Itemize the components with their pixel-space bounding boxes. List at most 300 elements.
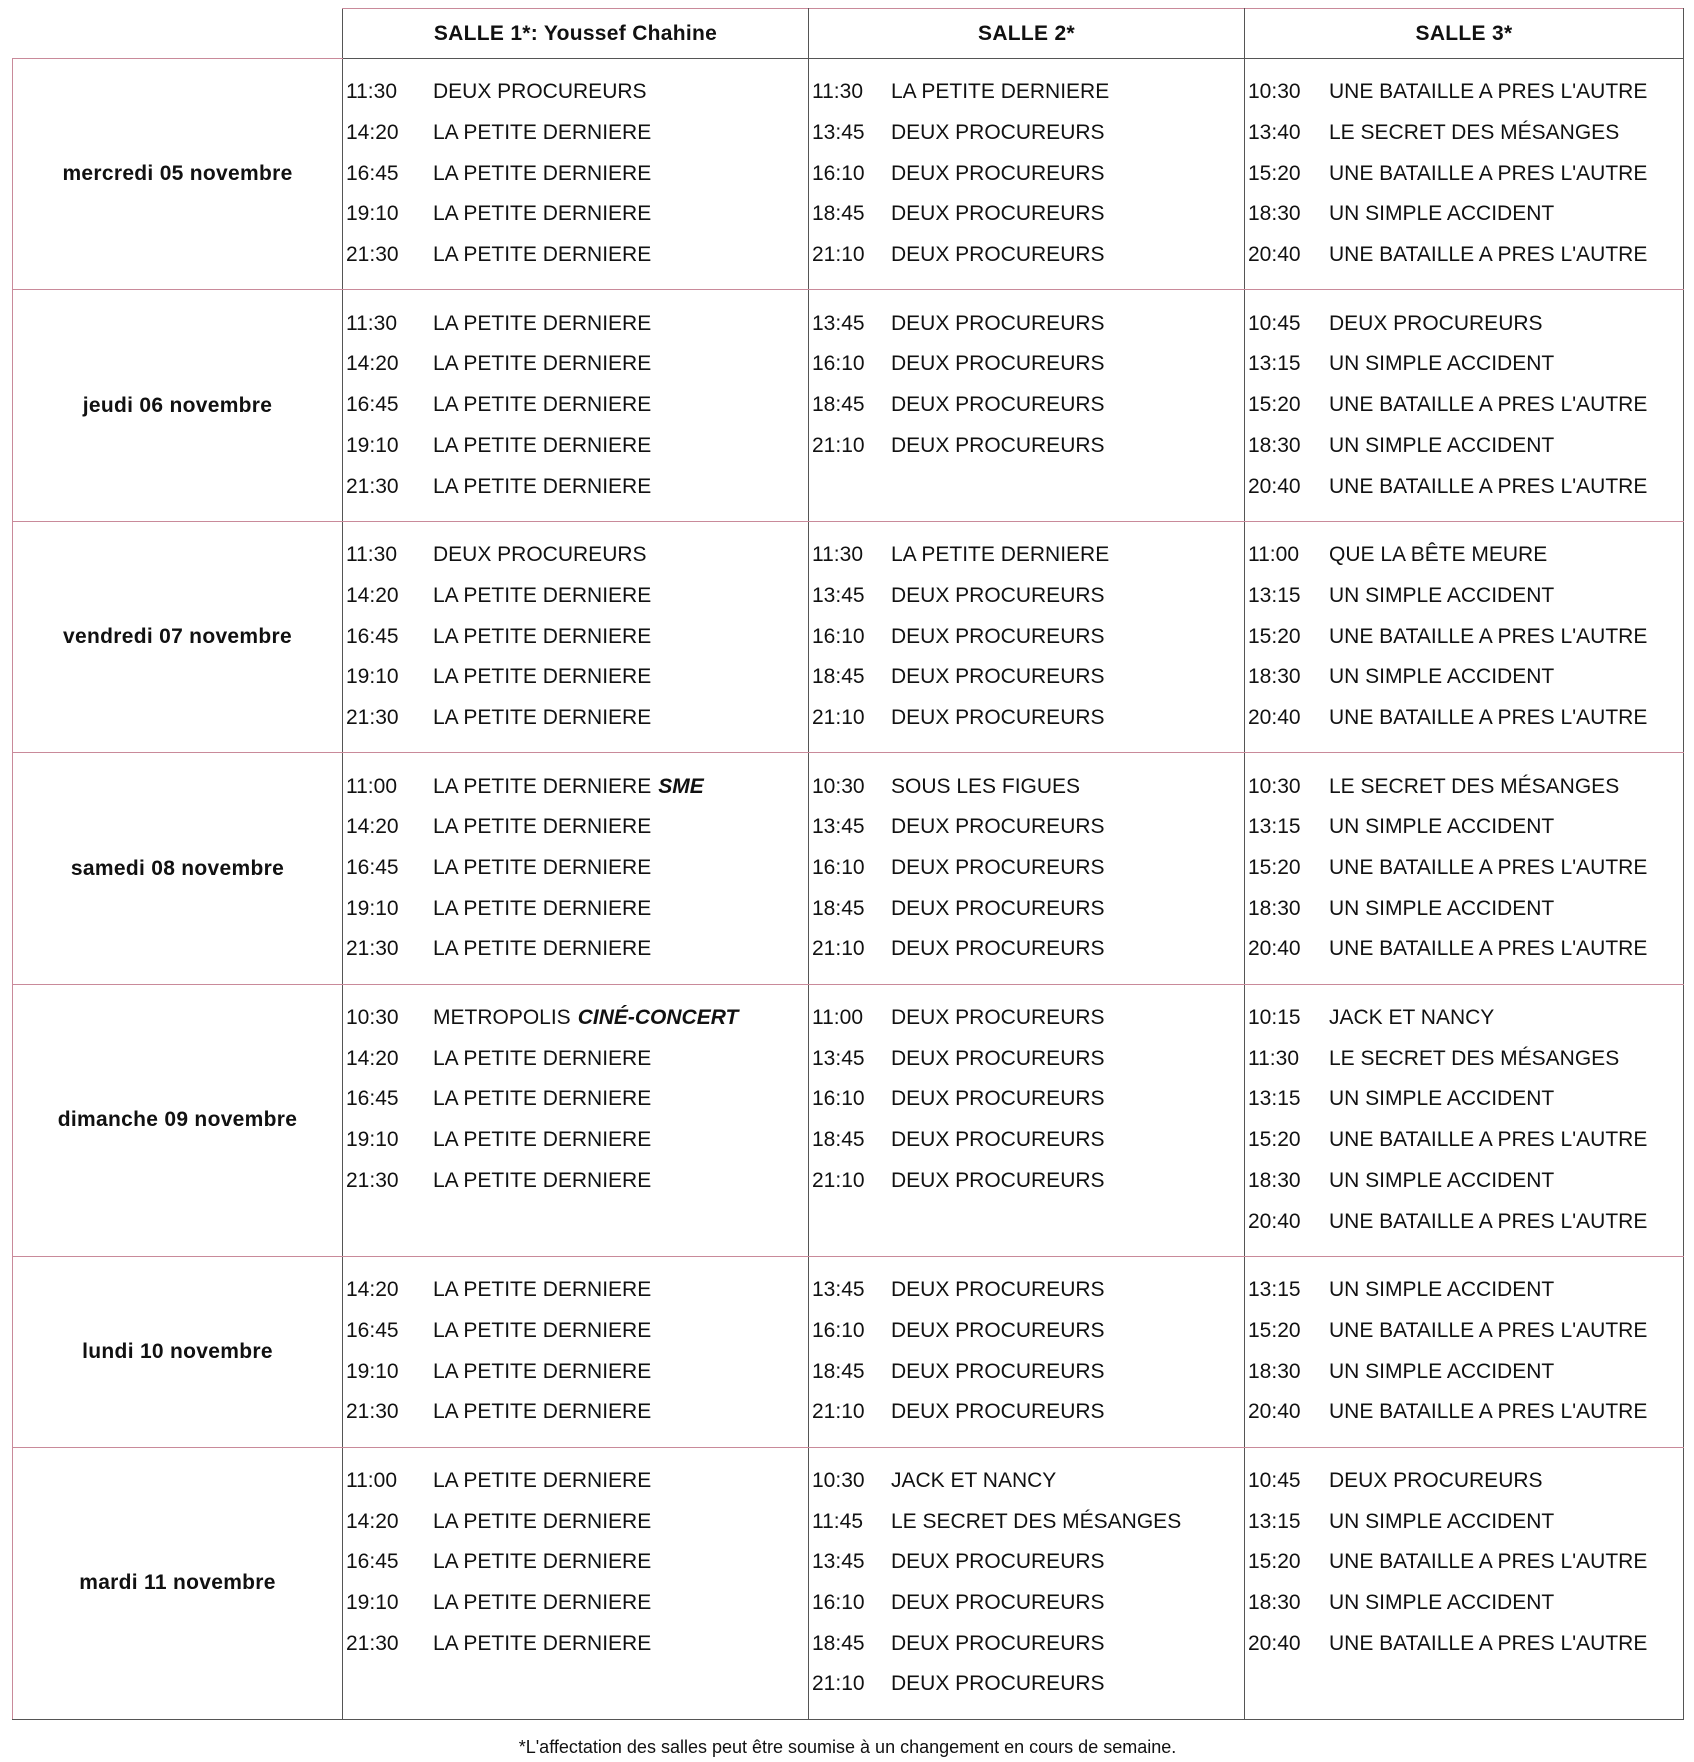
film-title: LA PETITE DERNIERE bbox=[433, 1318, 652, 1342]
film-title: DEUX PROCUREURS bbox=[891, 1006, 1105, 1030]
film-title: DEUX PROCUREURS bbox=[891, 352, 1105, 376]
showtime-time: 20:40 bbox=[1248, 1400, 1301, 1424]
showtime-time: 10:30 bbox=[1248, 774, 1301, 798]
showtime-time: 10:30 bbox=[346, 1006, 399, 1030]
showtime-time: 16:10 bbox=[812, 161, 865, 185]
showtime-entry bbox=[1245, 303, 1683, 344]
showtime-time: 20:40 bbox=[1248, 474, 1301, 498]
film-title: DEUX PROCUREURS bbox=[891, 1278, 1105, 1302]
salle-3-cell bbox=[1245, 984, 1684, 1256]
film-title: LE SECRET DES MÉSANGES bbox=[891, 1509, 1182, 1533]
film-title: DEUX PROCUREURS bbox=[891, 1168, 1105, 1192]
showtime-entry bbox=[343, 1351, 808, 1392]
schedule-body bbox=[13, 59, 1684, 1720]
showtime-time: 13:15 bbox=[1248, 583, 1301, 607]
day-label: vendredi 07 novembre bbox=[13, 521, 343, 752]
showtime-entry bbox=[343, 235, 808, 276]
showtime-entry bbox=[809, 1270, 1244, 1311]
showtime-entry bbox=[343, 616, 808, 657]
header-salle-2: SALLE 2* bbox=[809, 9, 1245, 59]
film-title: LA PETITE DERNIERE bbox=[433, 474, 652, 498]
showtime-time: 16:45 bbox=[346, 161, 399, 185]
film-title: DEUX PROCUREURS bbox=[891, 583, 1105, 607]
film-title: UN SIMPLE ACCIDENT bbox=[1329, 352, 1555, 376]
film-title: LA PETITE DERNIERE bbox=[433, 1087, 652, 1111]
showtime-entry bbox=[1245, 385, 1683, 426]
showtime-time: 18:45 bbox=[812, 665, 865, 689]
showtime-entry bbox=[343, 766, 808, 807]
film-title: LA PETITE DERNIERE bbox=[433, 1359, 652, 1383]
film-title: UN SIMPLE ACCIDENT bbox=[1329, 202, 1555, 226]
day-row bbox=[13, 753, 1684, 984]
event-tag: SME bbox=[658, 774, 704, 798]
showtime-entry bbox=[809, 1038, 1244, 1079]
showtime-time: 19:10 bbox=[346, 665, 399, 689]
showtime-entry bbox=[1245, 153, 1683, 194]
film-title: DEUX PROCUREURS bbox=[891, 1128, 1105, 1152]
showtime-entry bbox=[809, 344, 1244, 385]
showtime-time: 14:20 bbox=[346, 815, 399, 839]
showtime-time: 19:10 bbox=[346, 1359, 399, 1383]
showtime-entry bbox=[1245, 113, 1683, 154]
showtime-entry bbox=[809, 766, 1244, 807]
day-row bbox=[13, 290, 1684, 521]
showtime-time: 18:45 bbox=[812, 1128, 865, 1152]
showtime-time: 20:40 bbox=[1248, 243, 1301, 267]
showtime-time: 21:30 bbox=[346, 1631, 399, 1655]
showtime-time: 15:20 bbox=[1248, 393, 1301, 417]
film-title: DEUX PROCUREURS bbox=[891, 856, 1105, 880]
salle-3-cell bbox=[1245, 59, 1684, 290]
showtime-time: 16:45 bbox=[346, 393, 399, 417]
film-title: UN SIMPLE ACCIDENT bbox=[1329, 665, 1555, 689]
film-title: LA PETITE DERNIERE bbox=[433, 815, 652, 839]
showtime-time: 10:30 bbox=[1248, 80, 1301, 104]
showtime-entry bbox=[809, 194, 1244, 235]
film-title: DEUX PROCUREURS bbox=[891, 1087, 1105, 1111]
showtime-entry bbox=[343, 1270, 808, 1311]
film-title: DEUX PROCUREURS bbox=[891, 624, 1105, 648]
showtime-time: 20:40 bbox=[1248, 1209, 1301, 1233]
film-title: DEUX PROCUREURS bbox=[891, 1318, 1105, 1342]
showtime-entry bbox=[343, 344, 808, 385]
showtime-time: 16:45 bbox=[346, 1318, 399, 1342]
showtime-entry bbox=[343, 1623, 808, 1664]
showtime-time: 16:45 bbox=[346, 1087, 399, 1111]
film-title: DEUX PROCUREURS bbox=[891, 1359, 1105, 1383]
film-title: DEUX PROCUREURS bbox=[891, 121, 1105, 145]
showtime-entry bbox=[1245, 1311, 1683, 1352]
film-title: UN SIMPLE ACCIDENT bbox=[1329, 1087, 1555, 1111]
showtime-time: 15:20 bbox=[1248, 1550, 1301, 1574]
salle-2-cell bbox=[809, 290, 1245, 521]
showtime-time: 16:10 bbox=[812, 352, 865, 376]
film-title: UNE BATAILLE A PRES L'AUTRE bbox=[1329, 1400, 1648, 1424]
event-tag: CINÉ-CONCERT bbox=[577, 1006, 739, 1030]
showtime-time: 18:45 bbox=[812, 896, 865, 920]
showtime-time: 16:10 bbox=[812, 1087, 865, 1111]
showtime-entry bbox=[343, 576, 808, 617]
showtime-time: 18:30 bbox=[1248, 1168, 1301, 1192]
showtime-time: 10:45 bbox=[1248, 1468, 1301, 1492]
film-title: DEUX PROCUREURS bbox=[891, 161, 1105, 185]
film-title: UN SIMPLE ACCIDENT bbox=[1329, 1591, 1555, 1615]
showtime-entry bbox=[809, 426, 1244, 467]
showtime-entry bbox=[1245, 194, 1683, 235]
film-title: LA PETITE DERNIERE bbox=[433, 856, 652, 880]
salle-2-cell bbox=[809, 984, 1245, 1256]
showtime-entry bbox=[1245, 1351, 1683, 1392]
showtime-entry bbox=[343, 698, 808, 739]
day-label: lundi 10 novembre bbox=[13, 1256, 343, 1447]
film-title: DEUX PROCUREURS bbox=[891, 665, 1105, 689]
showtime-entry bbox=[1245, 1161, 1683, 1202]
showtime-entry bbox=[343, 303, 808, 344]
showtime-entry bbox=[1245, 657, 1683, 698]
film-title: UN SIMPLE ACCIDENT bbox=[1329, 433, 1555, 457]
showtime-entry bbox=[1245, 616, 1683, 657]
film-title: LA PETITE DERNIERE bbox=[433, 1128, 652, 1152]
showtime-time: 16:10 bbox=[812, 1318, 865, 1342]
showtime-entry bbox=[343, 385, 808, 426]
film-title: LE SECRET DES MÉSANGES bbox=[1329, 774, 1620, 798]
showtime-time: 20:40 bbox=[1248, 1631, 1301, 1655]
showtime-entry bbox=[343, 426, 808, 467]
showtime-time: 19:10 bbox=[346, 433, 399, 457]
film-title: LA PETITE DERNIERE bbox=[433, 243, 652, 267]
showtime-time: 11:30 bbox=[346, 543, 397, 567]
showtime-entry bbox=[1245, 1542, 1683, 1583]
film-title: LA PETITE DERNIERE bbox=[433, 311, 652, 335]
showtime-entry bbox=[1245, 72, 1683, 113]
film-title: UN SIMPLE ACCIDENT bbox=[1329, 1278, 1555, 1302]
showtime-time: 13:45 bbox=[812, 1046, 865, 1070]
salle-1-cell bbox=[343, 1447, 809, 1719]
showtime-time: 10:15 bbox=[1248, 1006, 1301, 1030]
film-title: DEUX PROCUREURS bbox=[891, 433, 1105, 457]
salle-3-cell bbox=[1245, 753, 1684, 984]
film-title: LA PETITE DERNIERE bbox=[433, 1631, 652, 1655]
showtime-time: 11:30 bbox=[1248, 1046, 1299, 1070]
showtime-entry bbox=[809, 1623, 1244, 1664]
film-title: DEUX PROCUREURS bbox=[433, 80, 647, 104]
film-title: LA PETITE DERNIERE bbox=[433, 624, 652, 648]
showtime-entry bbox=[1245, 766, 1683, 807]
showtime-time: 14:20 bbox=[346, 352, 399, 376]
showtime-time: 13:45 bbox=[812, 311, 865, 335]
film-title: DEUX PROCUREURS bbox=[1329, 1468, 1543, 1492]
film-title: LA PETITE DERNIERE bbox=[433, 352, 652, 376]
showtime-time: 15:20 bbox=[1248, 161, 1301, 185]
showtime-entry bbox=[343, 1038, 808, 1079]
film-title: LA PETITE DERNIERE bbox=[433, 161, 652, 185]
showtime-entry bbox=[809, 1161, 1244, 1202]
film-title: DEUX PROCUREURS bbox=[891, 1591, 1105, 1615]
film-title: JACK ET NANCY bbox=[1329, 1006, 1495, 1030]
salle-3-cell bbox=[1245, 290, 1684, 521]
showtime-time: 13:45 bbox=[812, 583, 865, 607]
showtime-entry bbox=[809, 1583, 1244, 1624]
showtime-entry bbox=[809, 616, 1244, 657]
showtime-entry bbox=[1245, 1038, 1683, 1079]
showtime-entry bbox=[343, 929, 808, 970]
film-title: UNE BATAILLE A PRES L'AUTRE bbox=[1329, 705, 1648, 729]
film-title: METROPOLIS bbox=[433, 1006, 571, 1030]
showtime-time: 13:45 bbox=[812, 815, 865, 839]
film-title: LA PETITE DERNIERE bbox=[433, 1400, 652, 1424]
film-title: LA PETITE DERNIERE bbox=[433, 665, 652, 689]
showtime-time: 18:30 bbox=[1248, 1591, 1301, 1615]
showtime-entry bbox=[809, 303, 1244, 344]
film-title: DEUX PROCUREURS bbox=[891, 705, 1105, 729]
showtime-time: 11:00 bbox=[346, 774, 397, 798]
showtime-entry bbox=[1245, 1623, 1683, 1664]
day-row bbox=[13, 984, 1684, 1256]
showtime-time: 18:30 bbox=[1248, 433, 1301, 457]
film-title: LA PETITE DERNIERE bbox=[433, 896, 652, 920]
showtime-entry bbox=[343, 153, 808, 194]
showtime-time: 18:30 bbox=[1248, 1359, 1301, 1383]
showtime-time: 16:10 bbox=[812, 624, 865, 648]
showtime-entry bbox=[1245, 1392, 1683, 1433]
film-title: DEUX PROCUREURS bbox=[891, 1672, 1105, 1696]
showtime-time: 19:10 bbox=[346, 1128, 399, 1152]
showtime-time: 16:10 bbox=[812, 856, 865, 880]
salle-1-cell bbox=[343, 1256, 809, 1447]
showtime-entry bbox=[1245, 426, 1683, 467]
showtime-entry bbox=[343, 1120, 808, 1161]
film-title: QUE LA BÊTE MEURE bbox=[1329, 543, 1548, 567]
film-title: LA PETITE DERNIERE bbox=[433, 705, 652, 729]
salle-1-cell bbox=[343, 59, 809, 290]
film-title: UNE BATAILLE A PRES L'AUTRE bbox=[1329, 161, 1648, 185]
showtime-time: 16:45 bbox=[346, 1550, 399, 1574]
showtime-entry bbox=[1245, 1270, 1683, 1311]
film-title: UNE BATAILLE A PRES L'AUTRE bbox=[1329, 393, 1648, 417]
film-title: LA PETITE DERNIERE bbox=[433, 393, 652, 417]
showtime-entry bbox=[809, 235, 1244, 276]
header-corner bbox=[13, 9, 343, 59]
showtime-time: 11:30 bbox=[812, 80, 863, 104]
showtime-entry bbox=[343, 848, 808, 889]
showtime-time: 13:15 bbox=[1248, 1087, 1301, 1111]
showtime-time: 18:30 bbox=[1248, 665, 1301, 689]
showtime-time: 21:10 bbox=[812, 937, 865, 961]
showtime-entry bbox=[343, 466, 808, 507]
film-title: DEUX PROCUREURS bbox=[891, 1631, 1105, 1655]
showtime-time: 13:45 bbox=[812, 1278, 865, 1302]
showtime-time: 20:40 bbox=[1248, 705, 1301, 729]
showtime-entry bbox=[343, 194, 808, 235]
film-title: DEUX PROCUREURS bbox=[891, 393, 1105, 417]
showtime-entry bbox=[343, 113, 808, 154]
showtime-entry bbox=[809, 113, 1244, 154]
salle-2-cell bbox=[809, 1447, 1245, 1719]
film-title: LA PETITE DERNIERE bbox=[433, 1468, 652, 1492]
showtime-time: 19:10 bbox=[346, 896, 399, 920]
showtime-entry bbox=[809, 1351, 1244, 1392]
showtime-entry bbox=[809, 888, 1244, 929]
showtime-entry bbox=[809, 535, 1244, 576]
showtime-time: 19:10 bbox=[346, 1591, 399, 1615]
showtime-entry bbox=[1245, 466, 1683, 507]
showtime-entry bbox=[343, 1311, 808, 1352]
salle-1-cell bbox=[343, 753, 809, 984]
showtime-time: 18:30 bbox=[1248, 202, 1301, 226]
film-title: LA PETITE DERNIERE bbox=[433, 202, 652, 226]
film-title: UNE BATAILLE A PRES L'AUTRE bbox=[1329, 1128, 1648, 1152]
header-row bbox=[13, 9, 1684, 59]
showtime-time: 21:10 bbox=[812, 705, 865, 729]
film-title: DEUX PROCUREURS bbox=[891, 1400, 1105, 1424]
film-title: LA PETITE DERNIERE bbox=[433, 1550, 652, 1574]
showtime-entry bbox=[809, 1501, 1244, 1542]
showtime-entry bbox=[343, 888, 808, 929]
showtime-time: 14:20 bbox=[346, 583, 399, 607]
showtime-time: 15:20 bbox=[1248, 1128, 1301, 1152]
showtime-entry bbox=[1245, 998, 1683, 1039]
film-title: UNE BATAILLE A PRES L'AUTRE bbox=[1329, 937, 1648, 961]
showtime-time: 21:30 bbox=[346, 243, 399, 267]
showtime-time: 13:45 bbox=[812, 1550, 865, 1574]
showtime-time: 13:15 bbox=[1248, 815, 1301, 839]
showtime-time: 13:40 bbox=[1248, 121, 1301, 145]
showtime-entry bbox=[343, 1501, 808, 1542]
film-title: DEUX PROCUREURS bbox=[1329, 311, 1543, 335]
showtime-time: 19:10 bbox=[346, 202, 399, 226]
showtime-entry bbox=[1245, 807, 1683, 848]
film-title: LA PETITE DERNIERE bbox=[433, 1591, 652, 1615]
film-title: LA PETITE DERNIERE bbox=[433, 121, 652, 145]
showtime-time: 16:45 bbox=[346, 624, 399, 648]
showtime-time: 15:20 bbox=[1248, 624, 1301, 648]
film-title: DEUX PROCUREURS bbox=[891, 937, 1105, 961]
showtime-time: 15:20 bbox=[1248, 1318, 1301, 1342]
showtime-time: 21:30 bbox=[346, 937, 399, 961]
salle-1-cell bbox=[343, 521, 809, 752]
showtime-entry bbox=[809, 848, 1244, 889]
salle-2-cell bbox=[809, 753, 1245, 984]
showtime-time: 16:10 bbox=[812, 1591, 865, 1615]
showtime-time: 21:10 bbox=[812, 433, 865, 457]
showtime-time: 21:30 bbox=[346, 705, 399, 729]
film-title: UNE BATAILLE A PRES L'AUTRE bbox=[1329, 1318, 1648, 1342]
showtime-time: 20:40 bbox=[1248, 937, 1301, 961]
showtime-time: 10:30 bbox=[812, 1468, 865, 1492]
film-title: LA PETITE DERNIERE bbox=[433, 1509, 652, 1533]
showtime-entry bbox=[809, 1311, 1244, 1352]
showtime-entry bbox=[809, 576, 1244, 617]
showtime-time: 21:30 bbox=[346, 474, 399, 498]
showtime-entry bbox=[343, 1079, 808, 1120]
showtime-entry bbox=[343, 807, 808, 848]
showtime-entry bbox=[1245, 1583, 1683, 1624]
showtime-time: 11:00 bbox=[812, 1006, 863, 1030]
showtime-time: 13:15 bbox=[1248, 1509, 1301, 1533]
film-title: DEUX PROCUREURS bbox=[891, 202, 1105, 226]
showtime-entry bbox=[343, 535, 808, 576]
header-salle-3: SALLE 3* bbox=[1245, 9, 1684, 59]
showtime-entry bbox=[809, 1120, 1244, 1161]
film-title: LA PETITE DERNIERE bbox=[433, 583, 652, 607]
showtime-time: 13:45 bbox=[812, 121, 865, 145]
film-title: UNE BATAILLE A PRES L'AUTRE bbox=[1329, 1209, 1648, 1233]
showtime-entry bbox=[809, 657, 1244, 698]
film-title: UNE BATAILLE A PRES L'AUTRE bbox=[1329, 624, 1648, 648]
salle-2-cell bbox=[809, 1256, 1245, 1447]
showtime-time: 10:45 bbox=[1248, 311, 1301, 335]
showtime-entry bbox=[343, 1461, 808, 1502]
showtime-time: 11:30 bbox=[346, 80, 397, 104]
film-title: UNE BATAILLE A PRES L'AUTRE bbox=[1329, 80, 1648, 104]
film-title: LA PETITE DERNIERE bbox=[891, 543, 1110, 567]
showtime-time: 13:15 bbox=[1248, 1278, 1301, 1302]
showtime-time: 18:45 bbox=[812, 1631, 865, 1655]
showtime-entry bbox=[343, 1392, 808, 1433]
day-label: samedi 08 novembre bbox=[13, 753, 343, 984]
day-row bbox=[13, 1447, 1684, 1719]
showtime-entry bbox=[1245, 235, 1683, 276]
salle-2-cell bbox=[809, 59, 1245, 290]
showtime-time: 10:30 bbox=[812, 774, 865, 798]
day-row bbox=[13, 59, 1684, 290]
showtime-entry bbox=[1245, 1079, 1683, 1120]
salle-2-cell bbox=[809, 521, 1245, 752]
film-title: LA PETITE DERNIERE bbox=[433, 433, 652, 457]
showtime-entry bbox=[809, 385, 1244, 426]
showtime-time: 21:10 bbox=[812, 243, 865, 267]
showtime-entry bbox=[809, 153, 1244, 194]
showtime-entry bbox=[343, 998, 808, 1039]
film-title: UN SIMPLE ACCIDENT bbox=[1329, 583, 1555, 607]
showtime-entry bbox=[1245, 1501, 1683, 1542]
showtime-entry bbox=[1245, 535, 1683, 576]
film-title: LA PETITE DERNIERE bbox=[891, 80, 1110, 104]
showtime-time: 15:20 bbox=[1248, 856, 1301, 880]
showtime-entry bbox=[809, 1664, 1244, 1705]
showtime-time: 14:20 bbox=[346, 1046, 399, 1070]
footnote: *L'affectation des salles peut être soumise à un changement en cours de semaine. bbox=[518, 1737, 1177, 1757]
film-title: DEUX PROCUREURS bbox=[891, 1550, 1105, 1574]
film-title: UNE BATAILLE A PRES L'AUTRE bbox=[1329, 474, 1648, 498]
film-title: LA PETITE DERNIERE bbox=[433, 774, 652, 798]
showtime-entry bbox=[809, 998, 1244, 1039]
film-title: DEUX PROCUREURS bbox=[891, 311, 1105, 335]
showtime-entry bbox=[343, 72, 808, 113]
film-title: UNE BATAILLE A PRES L'AUTRE bbox=[1329, 243, 1648, 267]
film-title: UN SIMPLE ACCIDENT bbox=[1329, 896, 1555, 920]
film-title: DEUX PROCUREURS bbox=[891, 1046, 1105, 1070]
showtime-entry bbox=[1245, 929, 1683, 970]
film-title: DEUX PROCUREURS bbox=[891, 896, 1105, 920]
showtime-entry bbox=[809, 1392, 1244, 1433]
film-title: DEUX PROCUREURS bbox=[433, 543, 647, 567]
showtime-entry bbox=[343, 657, 808, 698]
showtime-time: 11:45 bbox=[812, 1509, 863, 1533]
film-title: UN SIMPLE ACCIDENT bbox=[1329, 1359, 1555, 1383]
showtime-time: 18:45 bbox=[812, 393, 865, 417]
showtime-time: 21:10 bbox=[812, 1672, 865, 1696]
day-label: mercredi 05 novembre bbox=[13, 59, 343, 290]
film-title: UN SIMPLE ACCIDENT bbox=[1329, 1509, 1555, 1533]
day-label: dimanche 09 novembre bbox=[13, 984, 343, 1256]
showtime-entry bbox=[809, 929, 1244, 970]
schedule-table bbox=[12, 8, 1684, 1720]
showtime-time: 14:20 bbox=[346, 1278, 399, 1302]
film-title: UN SIMPLE ACCIDENT bbox=[1329, 1168, 1555, 1192]
showtime-entry bbox=[809, 1542, 1244, 1583]
showtime-entry bbox=[1245, 344, 1683, 385]
